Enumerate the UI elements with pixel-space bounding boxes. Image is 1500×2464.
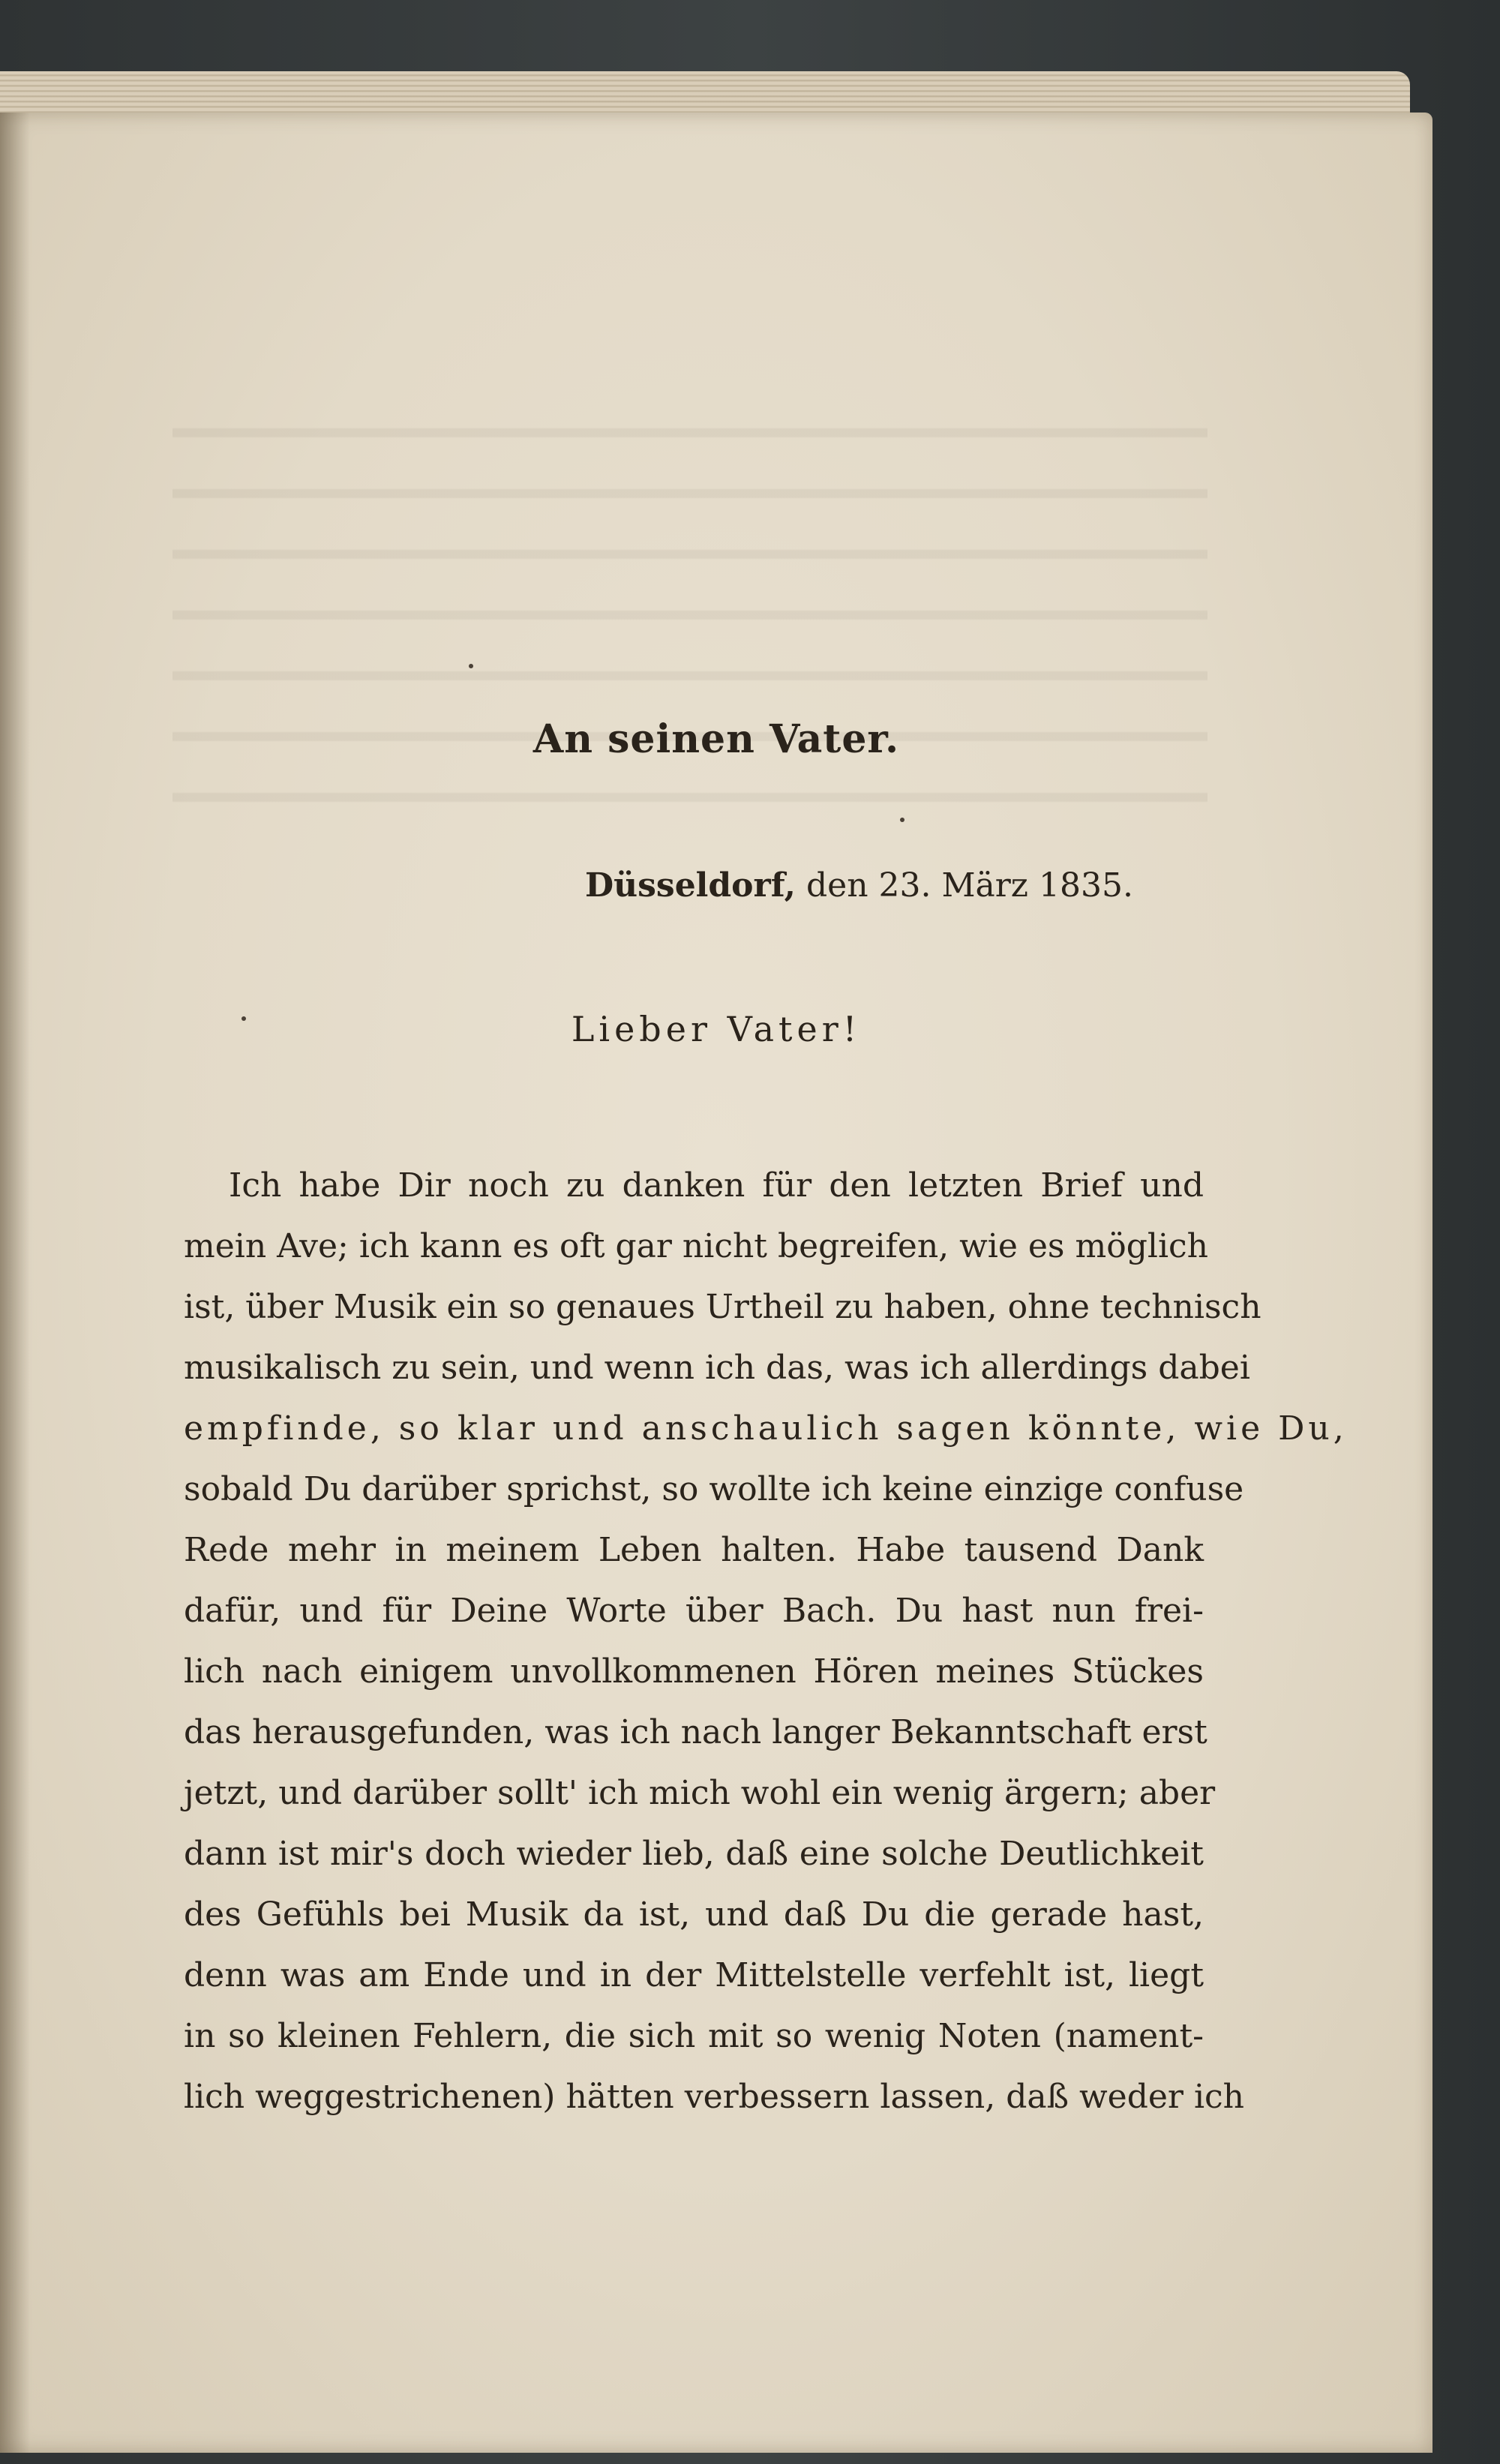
letter-greeting: Lieber Vater! [571, 1009, 862, 1049]
body-line: des Gefühls bei Musik da ist, und daß Du die gerade hast, [184, 1895, 1204, 1934]
paper-speck [469, 664, 473, 668]
body-line: sobald Du darüber sprichst, so wollte ich keine einzige confuse [184, 1470, 1244, 1508]
letter-place: Düsseldorf, [585, 866, 796, 905]
body-line: dann ist mir's doch wieder lieb, daß eine solche Deutlichkeit [184, 1835, 1204, 1873]
body-line: mein Ave; ich kann es oft gar nicht begreifen, wie es möglich [184, 1227, 1208, 1265]
body-line: empfinde, so klar und anschaulich sagen könnte, wie Du, [184, 1409, 1348, 1448]
body-line: das herausgefunden, was ich nach langer Bekanntschaft erst [184, 1713, 1208, 1751]
body-line: Rede mehr in meinem Leben halten. Habe tausend Dank [184, 1531, 1204, 1569]
body-line: musikalisch zu sein, und wenn ich das, was ich allerdings dabei [184, 1349, 1250, 1387]
body-line: Ich habe Dir noch zu danken für den letzten Brief und [229, 1166, 1204, 1205]
letter-date: den 23. März 1835. [806, 866, 1133, 905]
letter-title: An seinen Vater. [532, 716, 900, 762]
body-line: in so kleinen Fehlern, die sich mit so wenig Noten (nament- [184, 2017, 1204, 2055]
body-line: denn was am Ende und in der Mittelstelle verfehlt ist, liegt [184, 1956, 1204, 1994]
body-line: dafür, und für Deine Worte über Bach. Du hast nun frei- [184, 1592, 1204, 1630]
body-line: lich nach einigem unvollkommenen Hören meines Stückes [184, 1652, 1204, 1691]
paper-speck [900, 818, 904, 822]
letter-dateline [585, 866, 1133, 905]
letter-body [184, 1155, 1348, 2127]
page-gutter-shadow [0, 113, 30, 2453]
body-line: ist, über Musik ein so genaues Urtheil zu haben, ohne technisch [184, 1288, 1262, 1326]
body-line: lich weggestrichenen) hätten verbessern lassen, daß weder ich [184, 2078, 1244, 2116]
body-line: jetzt, und darüber sollt' ich mich wohl ein wenig ärgern; aber [184, 1774, 1216, 1812]
